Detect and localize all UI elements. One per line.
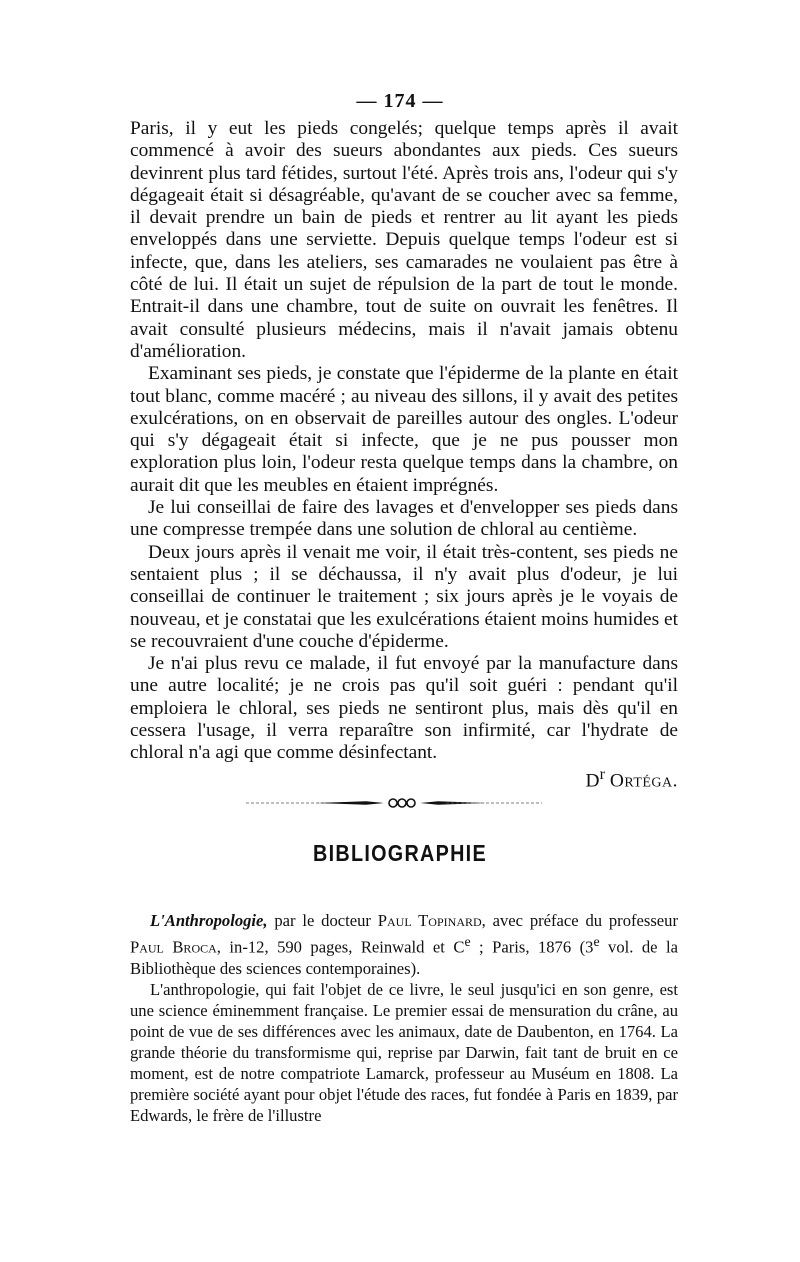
article-paragraph: Je lui conseillai de faire des lavages et d'envelopper ses pieds dans une compresse trempée dans une solution de chloral au centième. bbox=[130, 497, 678, 541]
book-title: L'Anthropologie, bbox=[150, 911, 268, 930]
article-paragraph: Paris, il y eut les pieds congelés; quelque temps après il avait commencé à avoir des sueurs abondantes aux pieds. Ces sueurs devinrent plus tard fétides, surtout l'été. Après trois ans, l'odeur qui s'y dégageait était si désagréable, qu'avant de se coucher avec sa femme, il devait prendre un bain de pieds et rentrer au lit ayant les pieds enveloppés dans une serviette. Depuis quelque temps l'odeur est si infecte, que, dans les ateliers, ses camarades ne voulaient pas être à côté de lui. Il était un sujet de répulsion de la part de tout le monde. Entrait-il dans une chambre, tout de suite on ouvrait les fenêtres. Il avait consulté plusieurs médecins, mais il n'avait jamais obtenu d'amélioration. bbox=[130, 118, 678, 362]
article-paragraph: Je n'ai plus revu ce malade, il fut envoyé par la manufacture dans une autre localité; je ne crois pas qu'il soit guéri : pendant qu'il emploiera le chloral, ses pieds ne sentiront plus, mais dès qu'il en cessera l'usage, il verra reparaître son infirmité, car l'hydrate de chloral n'a agi que comme désinfectant. bbox=[130, 653, 678, 764]
article-paragraph: Examinant ses pieds, je constate que l'épiderme de la plante en était tout blanc, comme macéré ; au niveau des sillons, il y avait des petites exulcérations, on en observait de pareilles autour des ongles. L'odeur qui s'y dégageait était si infecte, que je ne pus pousser mon exploration plus loin, l'odeur resta quelque temps dans la chambre, on aurait dit que les meubles en étaient imprégnés. bbox=[130, 363, 678, 496]
bibliography-body bbox=[130, 910, 678, 1126]
entry-text: par le docteur bbox=[267, 911, 378, 930]
signature-prefix: D bbox=[585, 770, 600, 792]
author-name: Paul Topinard, bbox=[377, 911, 486, 930]
entry-text: avec préface du professeur bbox=[485, 911, 678, 930]
article-paragraph: Deux jours après il venait me voir, il était très-content, ses pieds ne sentaient plus ; il se déchaussa, il n'y avait plus d'odeur, je lui conseillai de continuer le traitement ; six jours après je le voyais de nouveau, et je constatai que les exulcérations étaient moins humides et se recouvraient d'une couche d'épiderme. bbox=[130, 541, 678, 652]
bibliography-entry bbox=[130, 910, 678, 979]
signature-prefix-sup: r bbox=[599, 766, 605, 783]
article-body bbox=[130, 118, 678, 765]
entry-text: vol. de la Bibliothèque des sciences contemporaines). bbox=[130, 937, 678, 978]
page-number: — 174 — bbox=[356, 90, 444, 112]
entry-text: in-12, 590 pages, Reinwald et C bbox=[220, 937, 465, 957]
entry-text: ; Paris, 1876 (3 bbox=[470, 937, 594, 957]
ornamental-divider bbox=[246, 795, 542, 811]
entry-sup: e bbox=[593, 934, 600, 949]
entry-sup: e bbox=[464, 934, 471, 949]
author-signature bbox=[130, 764, 678, 792]
section-heading: BIBLIOGRAPHIE bbox=[313, 840, 487, 866]
signature-name: Ortéga. bbox=[609, 770, 678, 792]
bibliography-paragraph: L'anthropologie, qui fait l'objet de ce livre, le seul jusqu'ici en son genre, est une science éminemment française. Le premier essai de mensuration du crâne, au point de vue de ses différences avec les animaux, date de Daubenton, en 1764. La grande théorie du transformisme qui, reprise par Darwin, fait tant de bruit en ce moment, est de notre compatriote Lamarck, professeur au Muséum en 1808. La première société ayant pour objet l'étude des races, fut fondée à Paris en 1839, par Edwards, le frère de l'illustre bbox=[130, 979, 678, 1125]
preface-author-name: Paul Broca, bbox=[130, 937, 221, 957]
